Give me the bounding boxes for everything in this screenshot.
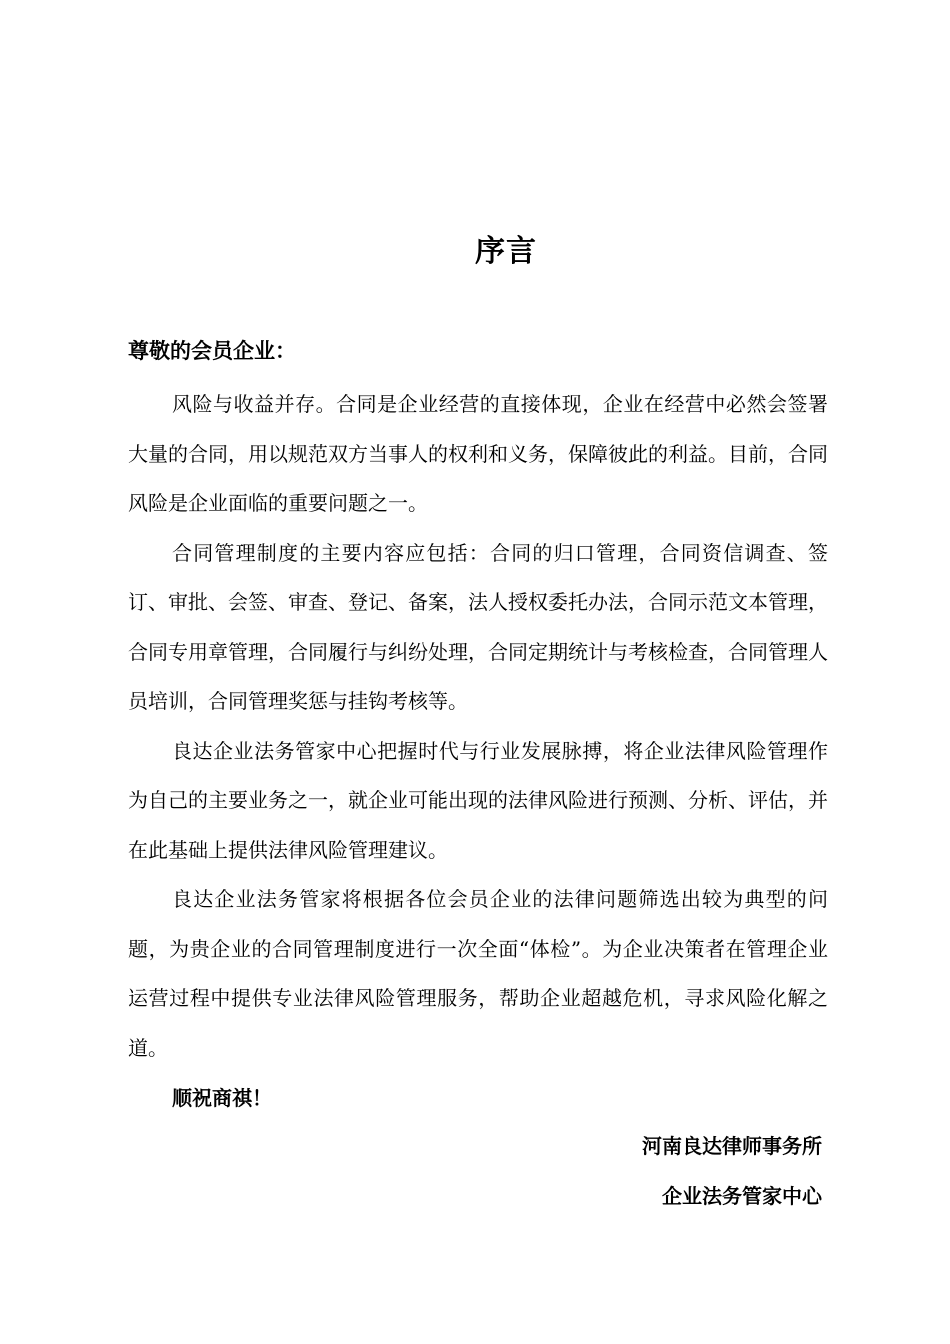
salutation: 尊敬的会员企业： [128,338,296,363]
paragraph-4: 良达企业法务管家将根据各位会员企业的法律问题筛选出较为典型的问题，为贵企业的合同管理制度进行一次全面“体检”。为企业决策者在管理企业运营过程中提供专业法律风险管理服务，帮助企业超越危机，寻求风险化解之道。 [128,887,828,1060]
closing-greeting: 顺祝商祺！ [172,1086,272,1110]
page-title: 序言 [475,234,537,269]
body-text [128,380,828,1073]
paragraph-2: 合同管理制度的主要内容应包括：合同的归口管理，合同资信调查、签订、审批、会签、审查、登记、备案，法人授权委托办法，合同示范文本管理，合同专用章管理，合同履行与纠纷处理，合同定期统计与考核检查，合同管理人员培训，合同管理奖惩与挂钩考核等。 [128,540,828,713]
paragraph-3: 良达企业法务管家中心把握时代与行业发展脉搏，将企业法律风险管理作为自己的主要业务之一，就企业可能出现的法律风险进行预测、分析、评估，并在此基础上提供法律风险管理建议。 [128,738,828,862]
signature-firm: 河南良达律师事务所 [642,1134,822,1158]
signature-center: 企业法务管家中心 [662,1184,822,1208]
paragraph-1: 风险与收益并存。合同是企业经营的直接体现，企业在经营中必然会签署大量的合同，用以规范双方当事人的权利和义务，保障彼此的利益。目前，合同风险是企业面临的重要问题之一。 [128,392,828,515]
